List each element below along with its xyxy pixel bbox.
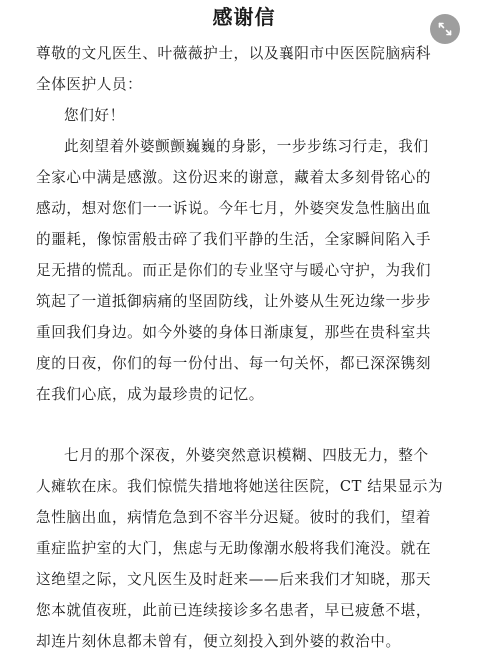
letter-line: 全体医护人员： [36, 76, 143, 93]
letter-line: 尊敬的文凡医生、叶薇薇护士，以及襄阳市中医医院脑病科 [36, 45, 432, 62]
letter-line: 的噩耗，像惊雷般击碎了我们平静的生活，全家瞬间陷入手 [36, 231, 432, 248]
letter-line: 人瘫软在床。我们惊慌失措地将她送往医院，CT 结果显示为 [36, 478, 444, 495]
letter-line: 这绝望之际，文凡医生及时赶来——后来我们才知晓，那天 [36, 571, 432, 588]
letter-line: 重症监护室的大门，焦虑与无助像潮水般将我们淹没。就在 [36, 540, 432, 557]
letter-line: 重回我们身边。如今外婆的身体日渐康复，那些在贵科室共 [36, 324, 432, 341]
letter-line: 筑起了一道抵御病痛的坚固防线，让外婆从生死边缘一步步 [36, 293, 432, 310]
letter-line: 足无措的慌乱。而正是你们的专业坚守与暖心守护，为我们 [36, 262, 432, 279]
letter-line: 感动，想对您们一一诉说。今年七月，外婆突发急性脑出血 [36, 200, 432, 217]
letter-line: 全家心中满是感激。这份迟来的谢意，藏着太多刻骨铭心的 [36, 169, 432, 186]
letter-line: 急性脑出血，病情危急到不容半分迟疑。彼时的我们，望着 [36, 509, 432, 526]
letter-body [36, 38, 454, 657]
letter-line: 度的日夜，你们的每一份付出、每一句关怀，都已深深镌刻 [36, 355, 432, 372]
page-title: 感谢信 [212, 5, 276, 29]
letter-line: 您本就值夜班，此前已连续接诊多名患者，早已疲惫不堪， [36, 602, 432, 619]
letter-line: 却连片刻休息都未曾有，便立刻投入到外婆的救治中。 [36, 633, 401, 650]
paragraph-gap [36, 410, 454, 440]
letter-line: 您们好！ [64, 107, 125, 124]
expand-arrows-icon [438, 22, 452, 36]
letter-line: 在我们心底，成为最珍贵的记忆。 [36, 386, 264, 403]
letter-line: 此刻望着外婆颤颤巍巍的身影，一步步练习行走，我们 [64, 138, 429, 155]
letter-line: 七月的那个深夜，外婆突然意识模糊、四肢无力，整个 [64, 447, 429, 464]
